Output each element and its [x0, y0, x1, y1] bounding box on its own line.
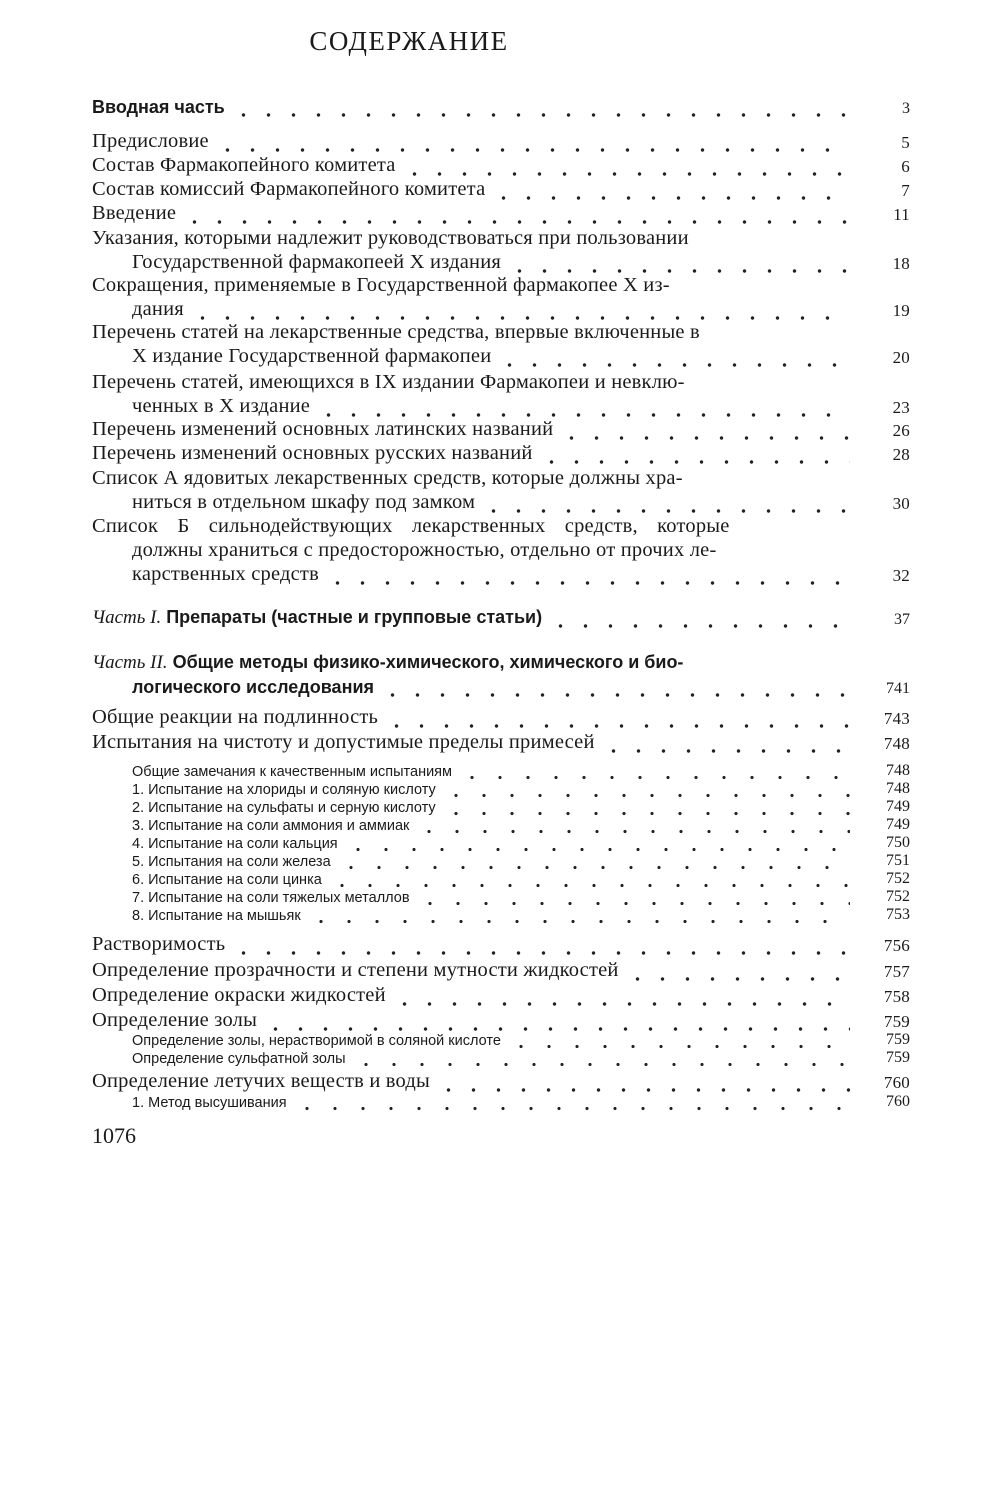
toc-entry-text: 1. Метод высушивания — [132, 1095, 287, 1111]
toc-entry-text: Определение золы — [92, 1009, 258, 1031]
toc-entry — [92, 177, 910, 201]
toc-page-number: 751 — [886, 852, 910, 869]
toc-entry — [92, 417, 910, 441]
toc-entry-text: ченных в X издание — [132, 395, 311, 417]
toc-page-number: 743 — [883, 709, 910, 728]
toc-page-number: 23 — [892, 398, 910, 417]
toc-subentries — [132, 1031, 910, 1067]
toc-entry-text: 7. Испытание на соли тяжелых металлов — [132, 890, 410, 906]
toc-page-number: 7 — [901, 181, 910, 200]
toc-entry — [92, 273, 910, 321]
toc-entry-text: 6. Испытание на соли цинка — [132, 872, 322, 888]
list-item — [132, 762, 910, 780]
dot-leader — [442, 782, 850, 798]
toc-entry — [92, 958, 910, 982]
toc-page-number: 752 — [886, 888, 910, 905]
dot-leader — [263, 1012, 850, 1032]
list-item — [132, 834, 910, 852]
toc-subentries — [132, 762, 910, 924]
toc-page-number: 5 — [901, 133, 910, 152]
page-number: 1076 — [92, 1123, 136, 1148]
toc-entry-text: ниться в отдельном шкафу под замком — [132, 491, 476, 513]
toc-page-number: 28 — [892, 445, 910, 464]
dot-leader — [497, 348, 850, 368]
toc-page-number: 18 — [892, 254, 910, 273]
toc-entry — [92, 1069, 910, 1093]
toc-entry-text: 2. Испытание на сульфаты и серную кислоту — [132, 800, 436, 816]
toc-page-number: 20 — [892, 348, 910, 367]
toc-page-number: 19 — [892, 301, 910, 320]
toc-entry-text: Перечень статей, имеющихся в IX издании Фармакопеи и невклю- — [92, 371, 685, 393]
toc-entry-text: Список А ядовитых лекарственных средств, которые должны хра- — [92, 467, 683, 489]
dot-leader — [539, 445, 850, 465]
toc-page-number: 30 — [892, 494, 910, 513]
list-item — [132, 1049, 910, 1067]
toc-page-number: 757 — [883, 962, 910, 981]
toc-page-number: 750 — [886, 834, 910, 851]
toc-entry-text: Определение летучих веществ и воды — [92, 1070, 431, 1092]
toc-entry — [92, 201, 910, 225]
toc-entry — [92, 1008, 910, 1032]
toc-page-number: 741 — [886, 680, 910, 697]
toc-entry-text: Общие замечания к качественным испытаниям — [132, 764, 452, 780]
dot-leader — [625, 962, 850, 982]
toc-page-number: 752 — [886, 870, 910, 887]
toc-entry — [92, 226, 910, 274]
part-label: Часть II. — [92, 652, 168, 673]
dot-leader — [384, 709, 850, 729]
toc-entry-text: Состав Фармакопейного комитета — [92, 154, 396, 176]
list-item — [132, 1093, 910, 1111]
toc-entry — [92, 441, 910, 465]
dot-leader — [352, 1051, 850, 1067]
toc-entry-text: 3. Испытание на соли аммония и аммиак — [132, 818, 410, 834]
toc-page-number: 753 — [886, 906, 910, 923]
toc-entry-text: Вводная часть — [92, 97, 225, 117]
dot-leader — [415, 818, 850, 834]
toc-entry-text: 8. Испытание на мышьяк — [132, 908, 301, 924]
toc-entry-text: Определение золы, нерастворимой в соляной кислоте — [132, 1033, 501, 1049]
dot-leader — [402, 157, 850, 177]
dot-leader — [328, 872, 850, 888]
toc-entry — [92, 650, 910, 698]
toc-page-number: 759 — [886, 1049, 910, 1066]
toc-entry-text: Растворимость — [92, 933, 226, 955]
toc-page-number: 759 — [883, 1012, 910, 1031]
toc-entry-text: Определение окраски жидкостей — [92, 984, 386, 1006]
dot-leader — [190, 301, 850, 321]
toc-entry-text: Введение — [92, 202, 177, 224]
part-label: Часть I. — [92, 607, 162, 628]
toc-entry — [92, 932, 910, 956]
toc-entry-text: Испытания на чистоту и допустимые пределы примесей — [92, 731, 595, 753]
list-item — [132, 852, 910, 870]
dot-leader — [380, 678, 850, 698]
list-item — [132, 1031, 910, 1049]
toc-page-number: 759 — [886, 1031, 910, 1048]
toc-entry-text: Указания, которыми надлежит руководствоваться при пользовании — [92, 227, 689, 249]
toc-entry — [92, 320, 910, 368]
toc-entry-text: Перечень статей на лекарственные средства, впервые включенные в — [92, 321, 700, 343]
list-item — [132, 888, 910, 906]
dot-leader — [392, 987, 850, 1007]
toc-entry — [92, 94, 910, 118]
toc-page-number: 26 — [892, 421, 910, 440]
toc-page-number: 756 — [883, 936, 910, 955]
dot-leader — [307, 908, 850, 924]
toc-entry-text: Состав комиссий Фармакопейного комитета — [92, 178, 486, 200]
toc-entry-text: Предисловие — [92, 130, 209, 152]
dot-leader — [481, 494, 850, 514]
toc-entry — [92, 605, 910, 629]
dot-leader — [491, 181, 850, 201]
list-item — [132, 798, 910, 816]
toc-entry — [92, 153, 910, 177]
toc-entry — [92, 466, 910, 514]
list-item — [132, 780, 910, 798]
toc-page-number: 6 — [901, 157, 910, 176]
toc-entry-text: 5. Испытания на соли железа — [132, 854, 331, 870]
dot-leader — [442, 800, 850, 816]
toc-entry — [92, 705, 910, 729]
toc-entry-text: Сокращения, применяемые в Государственной фармакопее X из- — [92, 274, 670, 296]
toc-entry — [92, 370, 910, 418]
toc-page-number: 758 — [883, 987, 910, 1006]
toc-page-number: 748 — [886, 762, 910, 779]
toc-entry-text: Общие методы физико-химического, химического и био- — [172, 652, 684, 672]
toc-page-number: 748 — [883, 734, 910, 753]
dot-leader — [325, 566, 850, 586]
toc-entry-text: Общие реакции на подлинность — [92, 706, 379, 728]
toc-entry-text: Определение прозрачности и степени мутности жидкостей — [92, 959, 619, 981]
toc-entry-text: Препараты (частные и групповые статьи) — [166, 607, 543, 627]
toc-entry-text: 4. Испытание на соли кальция — [132, 836, 338, 852]
dot-leader — [344, 836, 850, 852]
dot-leader — [215, 133, 850, 153]
toc-subentries — [132, 1093, 910, 1111]
toc-entry-text: Перечень изменений основных латинских названий — [92, 418, 554, 440]
list-item — [132, 906, 910, 924]
toc-entry-text: Перечень изменений основных русских названий — [92, 442, 533, 464]
page-title: СОДЕРЖАНИЕ — [309, 26, 509, 56]
dot-leader — [231, 98, 850, 118]
list-item — [132, 870, 910, 888]
toc-page-number: 749 — [886, 816, 910, 833]
dot-leader — [601, 734, 850, 754]
toc-entry — [92, 983, 910, 1007]
toc-entry — [92, 514, 910, 586]
toc-entry-text: логического исследования — [132, 677, 375, 697]
list-item — [132, 816, 910, 834]
toc-page-number: 749 — [886, 798, 910, 815]
dot-leader — [182, 205, 850, 225]
toc-entry-text: 1. Испытание на хлориды и соляную кислоту — [132, 782, 436, 798]
dot-leader — [436, 1073, 850, 1093]
toc-entry-text: Определение сульфатной золы — [132, 1051, 346, 1067]
dot-leader — [337, 854, 850, 870]
dot-leader — [416, 890, 850, 906]
toc-entry-text: Государственной фармакопеей X издания — [132, 251, 501, 273]
toc-page-number: 32 — [892, 566, 910, 585]
dot-leader — [548, 609, 850, 629]
toc-entry — [92, 730, 910, 754]
toc-page-number: 760 — [886, 1093, 910, 1110]
toc-entry-text: должны храниться с предосторожностью, отдельно от прочих ле- — [132, 539, 717, 561]
toc-entry-text: X издание Государственной фармакопеи — [132, 345, 492, 367]
dot-leader — [231, 936, 850, 956]
toc-page-number: 37 — [894, 611, 910, 628]
toc-page-number: 3 — [902, 100, 910, 117]
dot-leader — [293, 1095, 850, 1111]
toc-entry-text: карственных средств — [132, 563, 319, 585]
toc-page-number: 11 — [893, 205, 910, 224]
toc-page-number: 748 — [886, 780, 910, 797]
dot-leader — [507, 254, 850, 274]
dot-leader — [316, 398, 850, 418]
dot-leader — [507, 1033, 850, 1049]
dot-leader — [559, 421, 850, 441]
dot-leader — [458, 764, 850, 780]
toc-entry — [92, 129, 910, 153]
toc-page-number: 760 — [883, 1073, 910, 1092]
toc-entry-text: дания — [132, 298, 184, 320]
toc-entry-text: Список Б сильнодействующих лекарственных средств, которые — [92, 515, 730, 537]
